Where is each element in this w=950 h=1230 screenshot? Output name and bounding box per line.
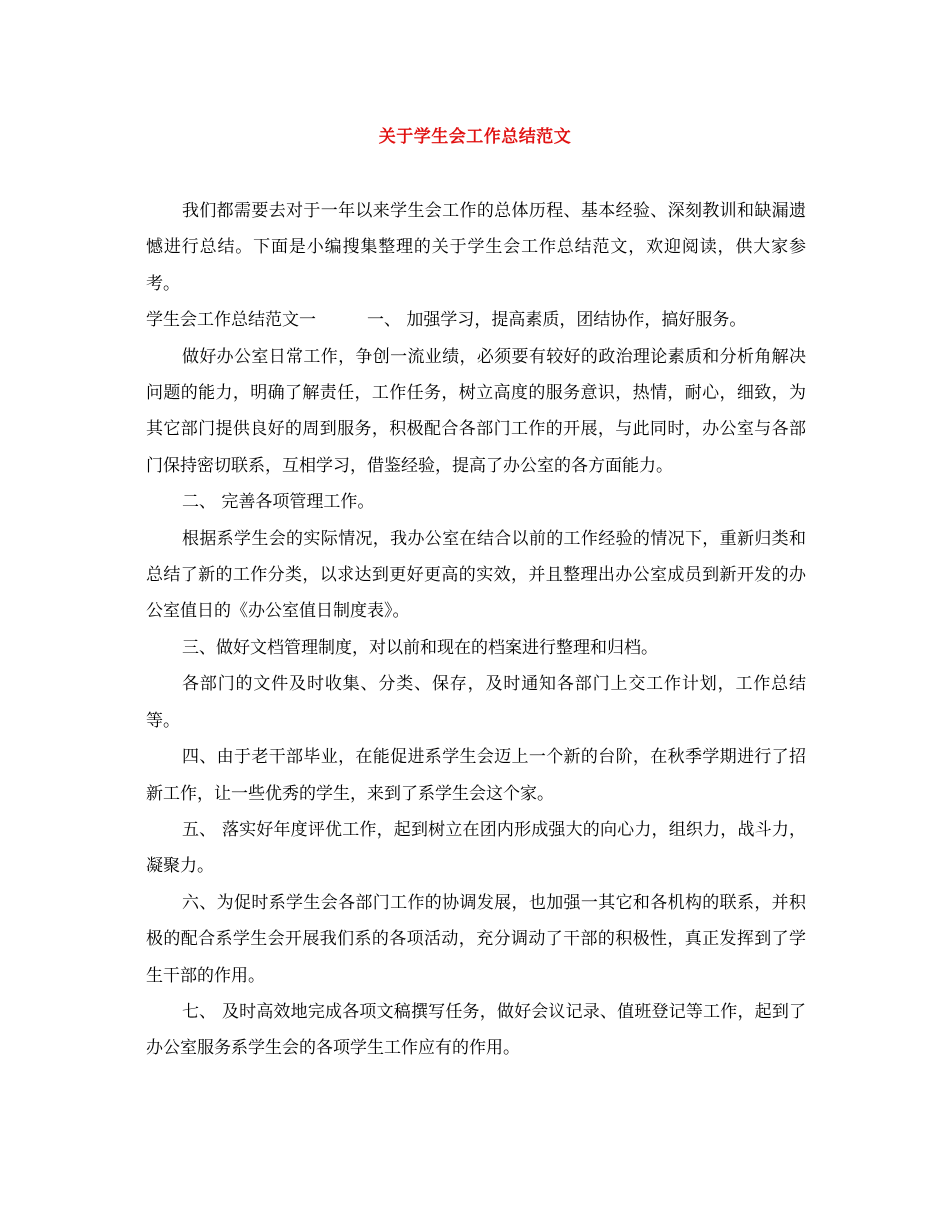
document-title: 关于学生会工作总结范文 bbox=[378, 127, 572, 147]
paragraph-item-2-detail: 根据系学生会的实际情况，我办公室在结合以前的工作经验的情况下，重新归类和总结了新的工作分类，以求达到更好更高的实效，并且整理出办公室成员到新开发的办公室值日的《办公室值日制度表》。 bbox=[146, 528, 806, 622]
paragraph-section-heading: 学生会工作总结范文一 一、 加强学习，提高素质，团结协作，搞好服务。 bbox=[146, 310, 747, 331]
document-body bbox=[146, 193, 806, 1067]
paragraph-item-3-detail: 各部门的文件及时收集、分类、保存，及时通知各部门上交工作计划，工作总结等。 bbox=[146, 674, 806, 731]
paragraph-item-5: 五、 落实好年度评优工作，起到树立在团内形成强大的向心力，组织力，战斗力，凝聚力。 bbox=[146, 819, 806, 877]
paragraph-item-3: 三、做好文档管理制度，对以前和现在的档案进行整理和归档。 bbox=[182, 637, 658, 658]
paragraph-item-6: 六、为促时系学生会各部门工作的协调发展，也加强一其它和各机构的联系，并积极的配合系学生会开展我们系的各项活动，充分调动了干部的积极性，真正发挥到了学生干部的作用。 bbox=[146, 892, 806, 986]
paragraph-office-work: 做好办公室日常工作，争创一流业绩，必须要有较好的政治理论素质和分析角解决问题的能力，明确了解责任，工作任务，树立高度的服务意识，热情，耐心，细致，为其它部门提供良好的周到服务，积极配合各部门工作的开展，与此同时，办公室与各部门保持密切联系，互相学习，借鉴经验，提高了办公室的各方面能力。 bbox=[146, 346, 806, 476]
paragraph-item-7: 七、 及时高效地完成各项文稿撰写任务，做好会议记录、值班登记等工作，起到了办公室服务系学生会的各项学生工作应有的作用。 bbox=[146, 1001, 806, 1059]
paragraph-item-4: 四、由于老干部毕业，在能促进系学生会迈上一个新的台阶，在秋季学期进行了招新工作，让一些优秀的学生，来到了系学生会这个家。 bbox=[146, 747, 806, 804]
paragraph-item-2: 二、 完善各项管理工作。 bbox=[182, 492, 375, 513]
paragraph-intro: 我们都需要去对于一年以来学生会工作的总体历程、基本经验、深刻教训和缺漏遗憾进行总结。下面是小编搜集整理的关于学生会工作总结范文，欢迎阅读，供大家参考。 bbox=[146, 201, 806, 294]
